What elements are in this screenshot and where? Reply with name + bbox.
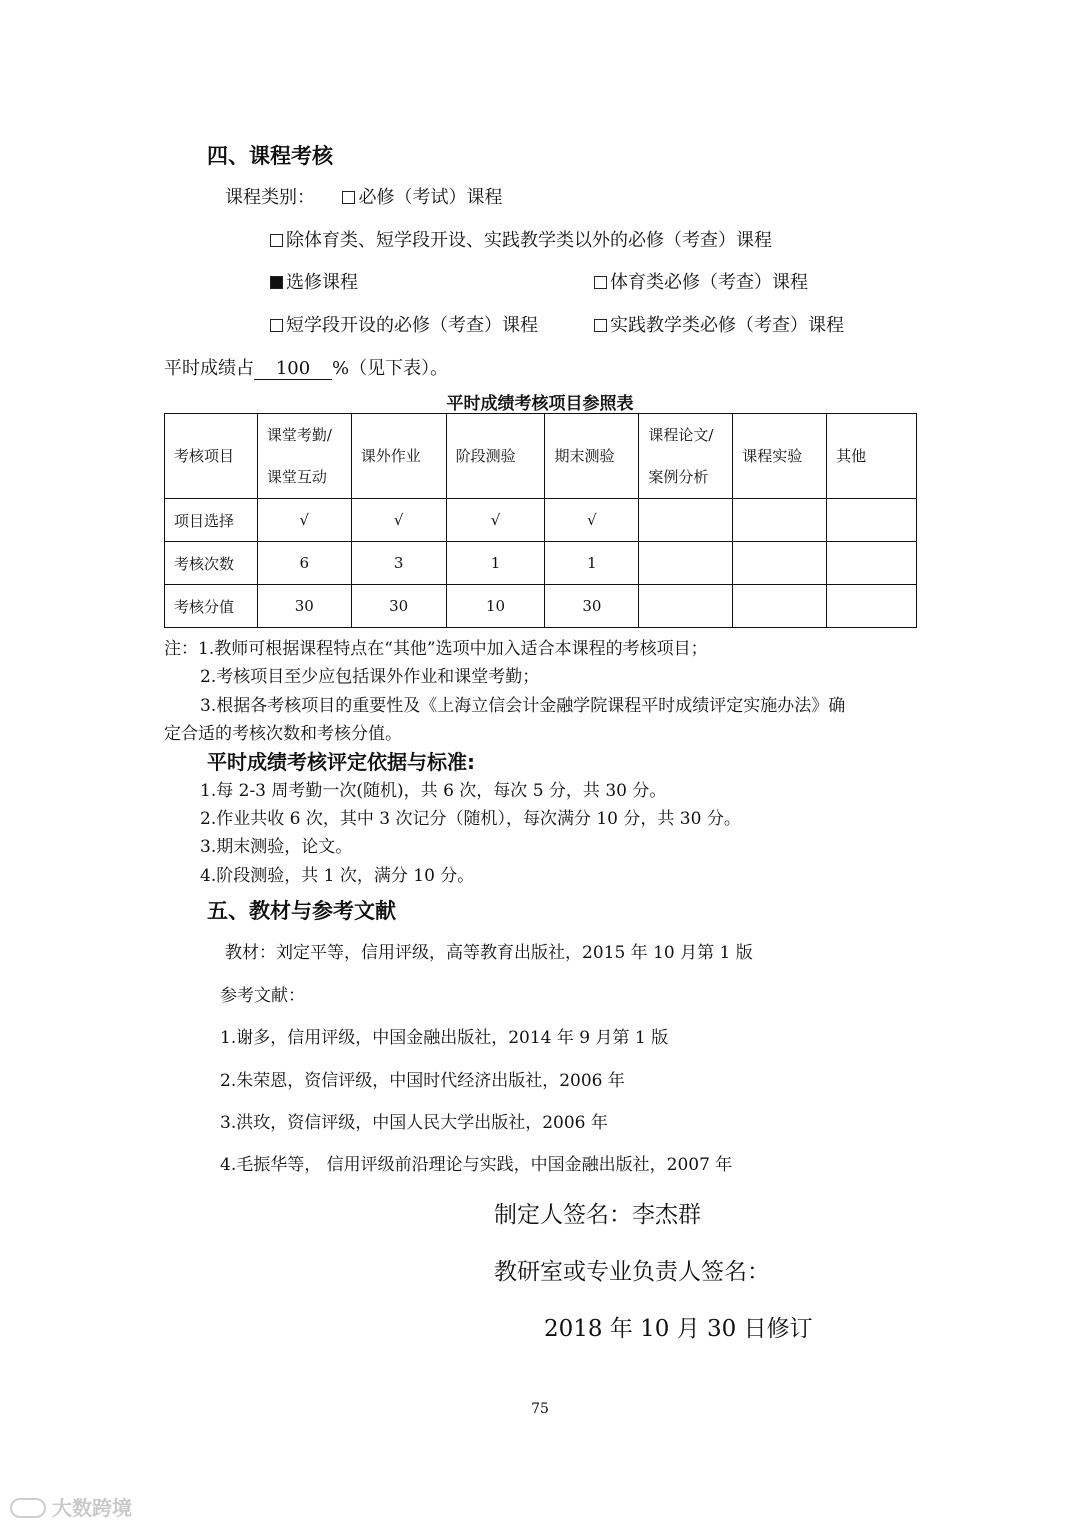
option-required-exam: 必修（考试）课程 [358,187,503,208]
watermark [10,1492,132,1521]
table-cell: √ [545,499,639,542]
reference-item: 3.洪玫，资信评级，中国人民大学出版社，2006 年 [220,1113,608,1133]
checkbox-elective-checked[interactable] [270,276,283,289]
table-cell [639,499,733,542]
table-cell [639,585,733,628]
criteria-item: 1.每 2-3 周考勤一次(随机)，共 6 次，每次 5 分，共 30 分。 [200,781,667,801]
criteria-item: 4.阶段测验，共 1 次，满分 10 分。 [200,866,475,886]
ratio-prefix: 平时成绩占 [164,358,254,379]
header-experiment: 课程实验 [733,414,827,499]
course-category-label: 课程类别： [225,187,315,208]
option-short-term-required: 短学段开设的必修（考查）课程 [286,315,538,336]
table-row [165,499,917,542]
table-cell: 30 [351,585,446,628]
option-pe-required: 体育类必修（考查）课程 [610,272,808,293]
table-cell [733,499,827,542]
table-cell: √ [257,499,351,542]
option-practice-required: 实践教学类必修（考查）课程 [610,315,844,336]
header-other: 其他 [827,414,917,499]
checkbox-pe-required[interactable] [594,276,607,289]
header-final-quiz: 期末测验 [545,414,639,499]
table-cell: 1 [446,542,545,585]
table-cell: 30 [545,585,639,628]
checkbox-practice-required[interactable] [594,319,607,332]
option-line-practice [594,311,844,337]
header-row-label: 考核项目 [165,414,258,499]
table-header-row [165,414,917,499]
ratio-value: 100 [254,358,332,380]
reference-item: 4.毛振华等， 信用评级前沿理论与实践，中国金融出版社，2007 年 [220,1155,733,1175]
checkbox-short-term-required[interactable] [270,319,283,332]
option-line-pe [594,268,808,294]
table-cell: 1 [545,542,639,585]
note-3a: 3.根据各考核项目的重要性及《上海立信会计金融学院课程平时成绩评定实施办法》确 [200,696,846,716]
header-homework: 课外作业 [351,414,446,499]
table-cell [733,542,827,585]
option-required-check-general: 除体育类、短学段开设、实践教学类以外的必修（考查）课程 [286,230,772,251]
reference-item: 1.谢多，信用评级，中国金融出版社，2014 年 9 月第 1 版 [220,1028,669,1048]
dept-signature: 教研室或专业负责人签名： [494,1259,770,1285]
ratio-line [164,354,448,380]
option-elective: 选修课程 [286,272,358,293]
table-cell [827,585,917,628]
author-signature: 制定人签名：李杰群 [494,1202,701,1228]
course-category-line [225,183,502,209]
row-label: 项目选择 [165,499,258,542]
table-cell [827,499,917,542]
textbook-line: 教材：刘定平等，信用评级，高等教育出版社，2015 年 10 月第 1 版 [225,943,753,963]
row-label: 考核分值 [165,585,258,628]
table-cell [733,585,827,628]
note-1: 注：1.教师可根据课程特点在“其他”选项中加入适合本课程的考核项目； [164,639,708,659]
revision-date: 2018 年 10 月 30 日修订 [544,1316,813,1342]
section-4-title: 四、课程考核 [207,144,333,168]
table-row [165,585,917,628]
option-line-general [270,226,772,252]
row-label: 考核次数 [165,542,258,585]
table-cell [639,542,733,585]
header-attendance: 课堂考勤/ 课堂互动 [257,414,351,499]
criteria-item: 2.作业共收 6 次，其中 3 次记分（随机），每次满分 10 分，共 30 分。 [200,809,741,829]
option-line-elective [270,268,358,294]
criteria-item: 3.期末测验，论文。 [200,837,353,857]
section-5-title: 五、教材与参考文献 [207,899,396,923]
watermark-logo-icon [10,1498,46,1518]
reference-item: 2.朱荣恩，资信评级，中国时代经济出版社，2006 年 [220,1071,625,1091]
table-cell: √ [351,499,446,542]
references-label: 参考文献： [220,986,305,1006]
table-cell: 6 [257,542,351,585]
checkbox-required-exam[interactable] [342,191,355,204]
criteria-title: 平时成绩考核评定依据与标准: [207,750,475,774]
page-number: 75 [531,1401,549,1417]
table-cell [827,542,917,585]
table-cell: 3 [351,542,446,585]
note-3b: 定合适的考核次数和考核分值。 [164,724,402,744]
table-cell: 10 [446,585,545,628]
table-cell: √ [446,499,545,542]
table-row [165,542,917,585]
header-stage-quiz: 阶段测验 [446,414,545,499]
table-caption: 平时成绩考核项目参照表 [446,394,634,414]
ratio-suffix: %（见下表）。 [332,358,449,379]
assessment-table [164,413,917,628]
note-2: 2.考核项目至少应包括课外作业和课堂考勤； [200,667,540,687]
header-paper-case: 课程论文/ 案例分析 [639,414,733,499]
checkbox-required-check-general[interactable] [270,234,283,247]
table-cell: 30 [257,585,351,628]
watermark-text: 大数跨境 [52,1496,132,1520]
option-line-short-term [270,311,538,337]
